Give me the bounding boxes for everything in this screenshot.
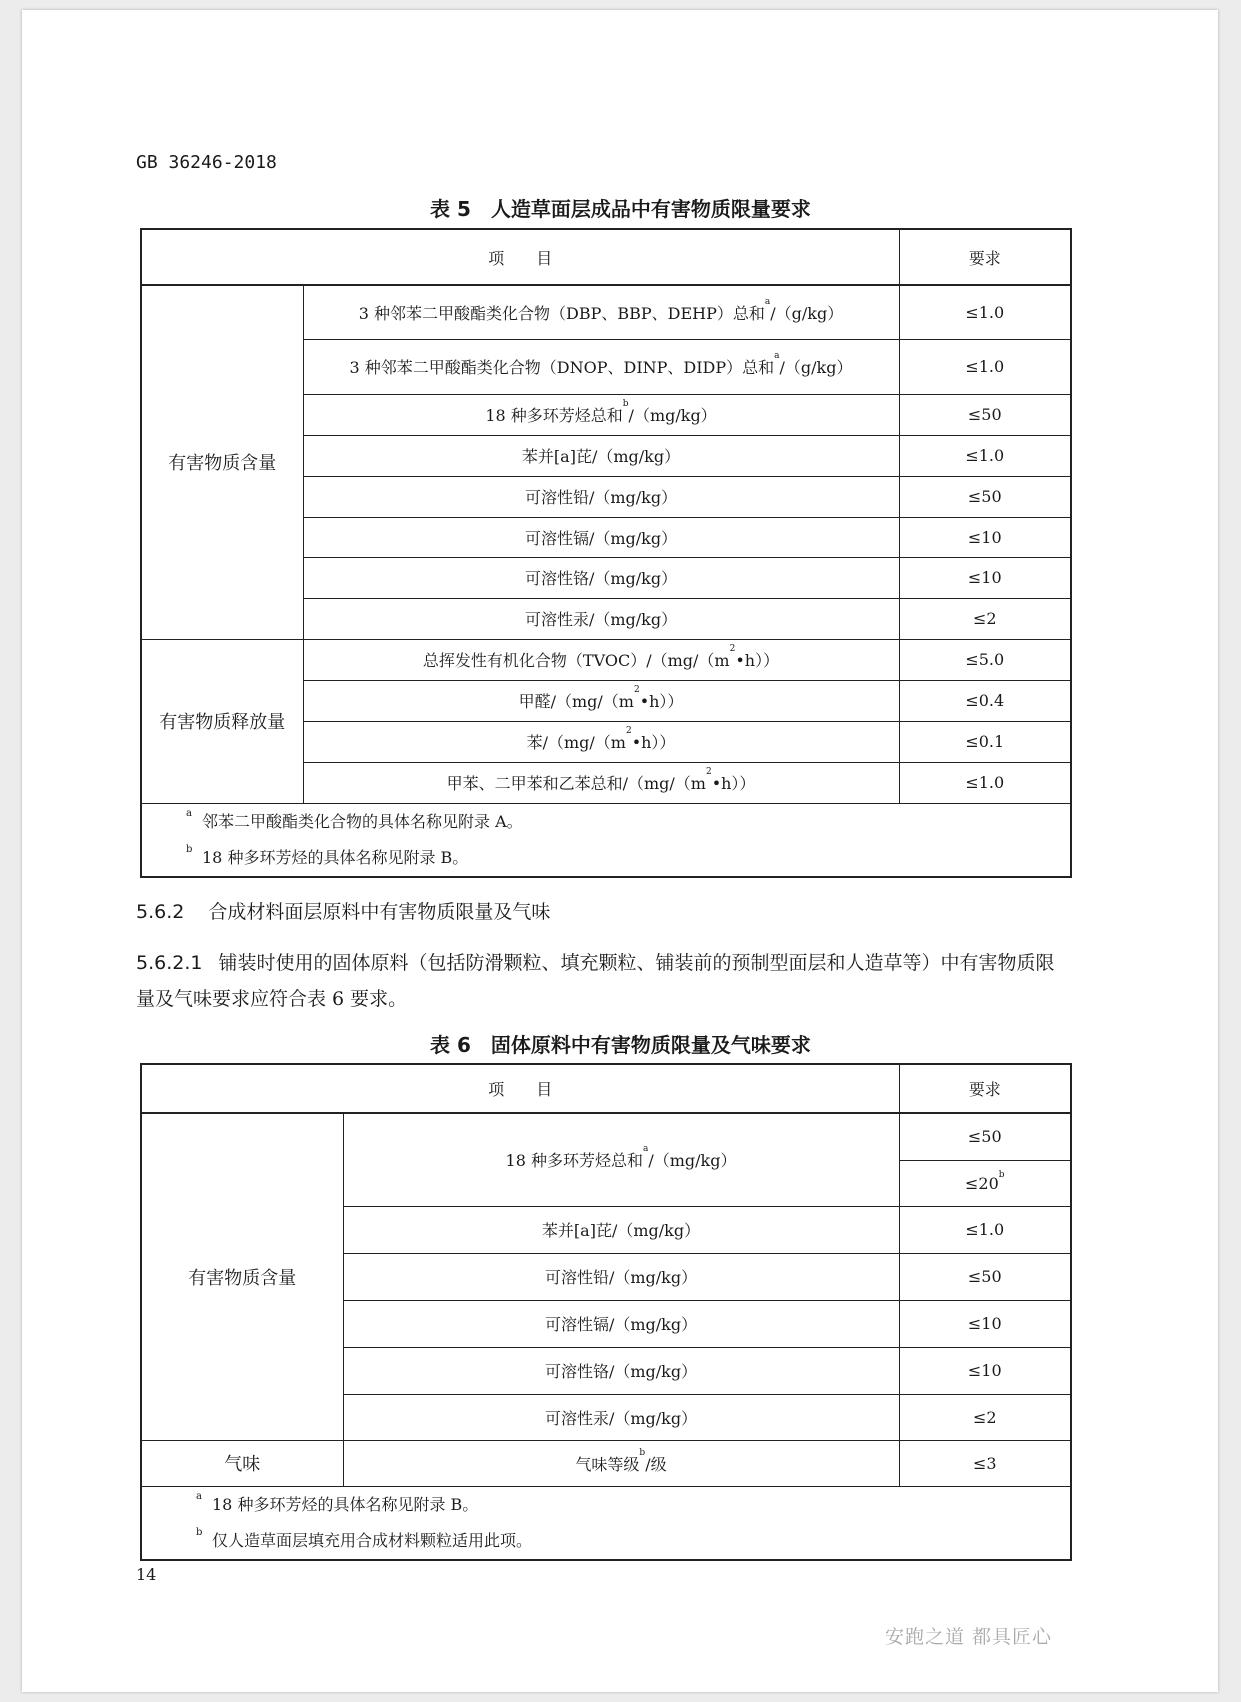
paragraph: 5.6.2.1 铺装时使用的固体原料（包括防滑颗粒、填充颗粒、铺装前的预制型面层和人造草等）中有害物质限量及气味要求应符合表 6 要求。: [136, 952, 1055, 1010]
req-cell: ≤10: [899, 557, 1071, 598]
item-cell: 18 种多环芳烃总和$^b$/（mg/kg）: [303, 394, 899, 435]
section-heading: 5.6.2 合成材料面层原料中有害物质限量及气味: [136, 901, 551, 923]
req-cell: ≤3: [899, 1440, 1071, 1486]
table5-header-row: [141, 229, 1071, 285]
req-cell: ≤0.1: [899, 721, 1071, 762]
req-cell: ≤10: [899, 1347, 1071, 1394]
req-cell: ≤1.0: [899, 285, 1071, 339]
table5-notes-row: [141, 803, 1071, 877]
table-row: [141, 1113, 1071, 1160]
table6-notes-row: [141, 1486, 1071, 1560]
item-cell: 气味等级$^b$/级: [343, 1440, 899, 1486]
footnote: b 18 种多环芳烃的具体名称见附录 B。: [186, 843, 469, 867]
req-cell: ≤1.0: [899, 339, 1071, 394]
req-cell: ≤10: [899, 517, 1071, 557]
footnote: a 18 种多环芳烃的具体名称见附录 B。: [196, 1490, 479, 1514]
req-cell: ≤1.0: [899, 762, 1071, 803]
item-cell: 苯$/(mg/(m^2•h))$: [303, 721, 899, 762]
item-cell: 可溶性镉/（mg/kg）: [343, 1300, 899, 1347]
item-cell: 苯并[a]芘/（mg/kg）: [343, 1206, 899, 1253]
table5-group-emission: 有害物质释放量: [141, 639, 303, 803]
req-cell: ≤50: [899, 476, 1071, 517]
req-cell: ≤50: [899, 1113, 1071, 1160]
table6-col-req: 要求: [899, 1064, 1071, 1113]
item-cell: 可溶性铬/（mg/kg）: [303, 557, 899, 598]
req-cell: ≤1.0: [899, 1206, 1071, 1253]
footnote: a 邻苯二甲酸酯类化合物的具体名称见附录 A。: [186, 807, 523, 831]
table6-group-odor: 气味: [141, 1440, 343, 1486]
table5-col-req: 要求: [899, 229, 1071, 285]
req-cell: ≤2: [899, 1394, 1071, 1440]
standard-code: GB 36246-2018: [136, 152, 277, 173]
req-cell: ≤2: [899, 598, 1071, 639]
table6-group-content: 有害物质含量: [141, 1113, 343, 1440]
item-cell: 可溶性汞/（mg/kg）: [303, 598, 899, 639]
req-cell: ≤50: [899, 1253, 1071, 1300]
footnote: b 仅人造草面层填充用合成材料颗粒适用此项。: [196, 1526, 533, 1550]
item-cell: 3 种邻苯二甲酸酯类化合物（DBP、BBP、DEHP）总和$^a$/（g/kg）: [303, 285, 899, 339]
item-cell: 18 种多环芳烃总和$^a$/（mg/kg）: [343, 1113, 899, 1206]
item-cell: 甲苯、二甲苯和乙苯总和$/(mg/(m^2•h))$: [303, 762, 899, 803]
table5: [140, 228, 1072, 878]
req-cell: ≤50: [899, 394, 1071, 435]
item-cell: 可溶性铅/（mg/kg）: [343, 1253, 899, 1300]
table6: [140, 1063, 1072, 1561]
item-cell: 苯并[a]芘/（mg/kg）: [303, 435, 899, 476]
table5-caption: 表 5 人造草面层成品中有害物质限量要求: [430, 197, 811, 221]
item-cell: 甲醛$/(mg/(m^2•h))$: [303, 680, 899, 721]
table6-col-item: 项 目: [141, 1064, 899, 1113]
table6-caption: 表 6 固体原料中有害物质限量及气味要求: [430, 1033, 811, 1057]
table6-notes: [141, 1486, 1071, 1560]
table5-col-item: 项 目: [141, 229, 899, 285]
item-cell: 可溶性汞/（mg/kg）: [343, 1394, 899, 1440]
req-cell: ≤0.4: [899, 680, 1071, 721]
table6-header-row: [141, 1064, 1071, 1113]
page-number: 14: [136, 1565, 157, 1584]
item-cell: 可溶性镉/（mg/kg）: [303, 517, 899, 557]
table-row: [141, 1440, 1071, 1486]
table5-notes: [141, 803, 1071, 877]
item-cell: 总挥发性有机化合物$(TVOC)/(mg/(m^2•h))$: [303, 639, 899, 680]
table5-group-content: 有害物质含量: [141, 285, 303, 639]
item-cell: 3 种邻苯二甲酸酯类化合物（DNOP、DINP、DIDP）总和$^a$/（g/kg）: [303, 339, 899, 394]
table-row: [141, 639, 1071, 680]
req-cell: $\le 20^b$: [899, 1160, 1071, 1206]
req-cell: ≤10: [899, 1300, 1071, 1347]
item-cell: 可溶性铅/（mg/kg）: [303, 476, 899, 517]
watermark: 安跑之道 都具匠心: [885, 1626, 1053, 1648]
table-row: [141, 285, 1071, 339]
req-cell: ≤5.0: [899, 639, 1071, 680]
item-cell: 可溶性铬/（mg/kg）: [343, 1347, 899, 1394]
req-cell: ≤1.0: [899, 435, 1071, 476]
